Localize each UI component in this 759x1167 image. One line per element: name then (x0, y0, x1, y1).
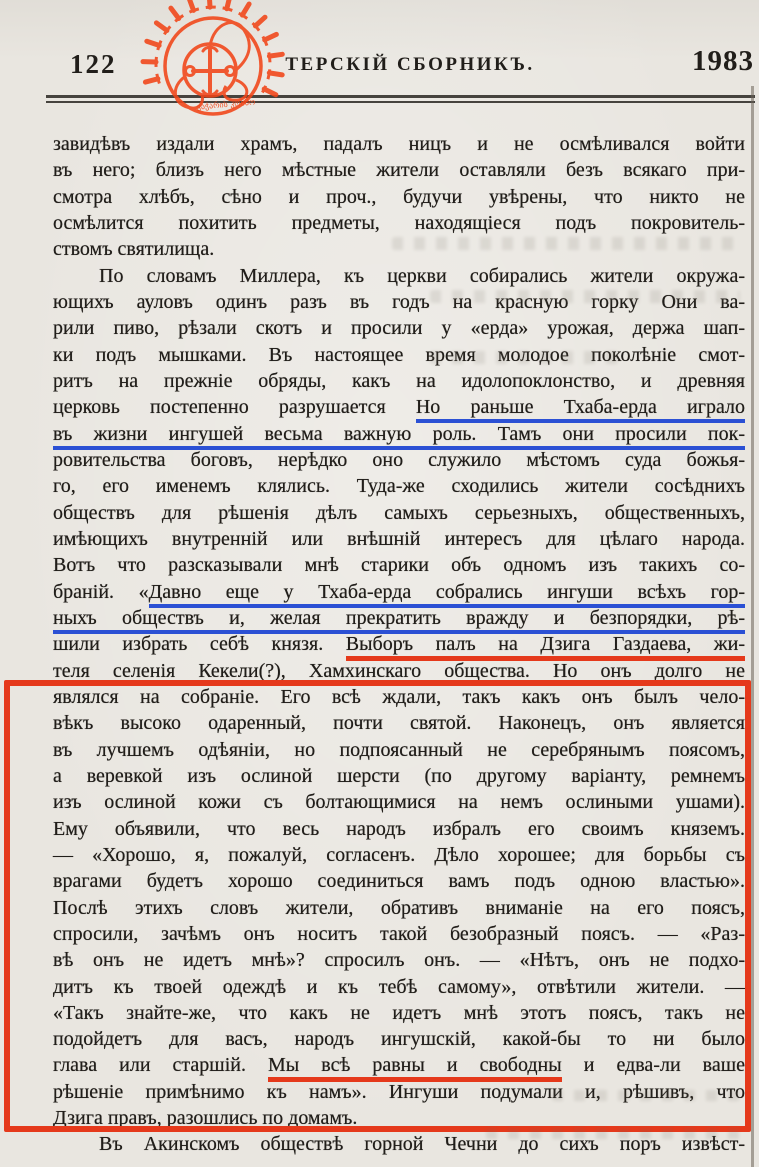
stamp-inner-circle (184, 44, 236, 96)
catalog-number: 1983 (692, 45, 754, 77)
text-segment: осмѣлится похитить предметы, находящіеся подъ покровитель- (53, 211, 745, 234)
text-line (53, 789, 745, 815)
text-segment: го, его именемъ клялись. Туда-же сходились жители сосѣднихъ (53, 475, 745, 498)
text-segment: завидѣвъ издали храмъ, падалъ ницъ и не осмѣливался войти (53, 133, 745, 155)
text-line (53, 816, 745, 842)
text-line (53, 737, 745, 763)
text-line (53, 658, 745, 684)
text-line (53, 974, 745, 1000)
text-segment: глава или старшій. (53, 1054, 268, 1077)
text-segment: По словамъ Миллера, къ церкви собирались жители окружа- (99, 264, 745, 287)
text-segment: и едва-ли ваше (561, 1054, 746, 1077)
text-line (53, 184, 745, 210)
text-segment: браній. « (53, 580, 149, 603)
text-line (53, 368, 745, 394)
text-line (53, 236, 745, 262)
library-stamp-icon (140, 0, 300, 146)
text-segment: теля селенія Кекели(?), Хамхинскаго общества. Но онъ долго не (53, 659, 745, 682)
highlighted-text: ныхъ обществъ и, желая прекратить вражду и безпорядки, рѣ- (53, 607, 745, 634)
text-segment: Вотъ что разсказывали мнѣ старики объ одномъ изъ такихъ со- (53, 554, 745, 577)
text-segment: являлся на собраніе. Его всѣ ждали, такъ какъ онъ былъ чело- (53, 685, 745, 708)
text-segment: дитъ къ твоей одеждѣ и къ тебѣ самому», отвѣтили жители. — (53, 975, 745, 998)
text-line (53, 552, 745, 578)
text-line (53, 842, 745, 868)
text-segment: спросили, зачѣмъ онъ носитъ такой безобразный поясъ. — «Раз- (53, 922, 745, 945)
text-line (53, 289, 745, 315)
text-line (53, 473, 745, 499)
text-line (53, 631, 745, 657)
text-segment: Въ Акинскомъ обществѣ горной Чечни до сихъ поръ извѣст- (99, 1133, 745, 1156)
text-line (53, 1026, 745, 1052)
text-line (53, 947, 745, 973)
text-line (53, 394, 745, 420)
stamp-rays (143, 0, 282, 95)
text-segment: ющихъ ауловъ одинъ разъ въ годъ на красную горку Они ва- (53, 290, 745, 313)
stamp-caption: ვაჭარის კოსმო (196, 97, 256, 112)
text-line (53, 315, 745, 341)
page-edge-line (751, 86, 754, 1167)
text-line (53, 342, 745, 368)
highlighted-text: въ жизни ингушей весьма важную роль. Тамъ они просили пок- (53, 423, 745, 450)
text-segment: а веревкой изъ ослиной шерсти (по другому варіанту, ремнемъ (53, 764, 745, 787)
text-line (53, 263, 745, 289)
text-segment: въ лучшемъ одѣяніи, но подпоясанный не серебрянымъ поясомъ, (53, 738, 745, 761)
text-segment: рили пиво, рѣзали скотъ и просили у «ерда» урожая, держа шап- (53, 317, 745, 340)
text-segment: ствомъ святилища. (53, 238, 215, 261)
text-line (53, 579, 745, 605)
text-segment: врагами будетъ хорошо соединиться вамъ подъ одною властью». (53, 870, 745, 893)
text-segment: — «Хорошо, я, пожалуй, согласенъ. Дѣло хорошее; для борьбы съ (53, 843, 745, 866)
text-line (53, 526, 745, 552)
header-rule (46, 95, 755, 103)
stamp-dashed-arc (156, 7, 270, 92)
text-segment: рѣшеніе примѣнимо къ намъ». Ингуши подумали и, рѣшивъ, что (53, 1080, 745, 1103)
text-line (53, 895, 745, 921)
text-segment: ки подъ мышками. Въ настоящее время молодое поколѣніе смот- (53, 343, 745, 366)
text-line (53, 1105, 745, 1131)
text-line (53, 921, 745, 947)
text-line (53, 1079, 745, 1105)
body-text (53, 131, 745, 1158)
text-line (53, 1000, 745, 1026)
text-line (53, 157, 745, 183)
text-segment: Ему объявили, что весь народъ избралъ его своимъ княземъ. (53, 817, 745, 840)
text-segment: обществъ для рѣшенія дѣлъ самыхъ серьезныхъ, общественныхъ, (53, 501, 745, 524)
text-line (53, 421, 745, 447)
text-line (53, 500, 745, 526)
text-segment: «Такъ знайте-же, что какъ не идетъ мнѣ этотъ поясъ, такъ не (53, 1001, 745, 1024)
text-segment: вѣкъ высоко одаренный, почти святой. Наконецъ, онъ является (53, 712, 745, 735)
text-segment: ритъ на прежніе обряды, какъ на идолопоклонство, и древняя (53, 369, 745, 392)
highlighted-text: Мы всѣ равны и свободны (268, 1054, 562, 1082)
text-line (53, 710, 745, 736)
text-segment: Послѣ этихъ словъ жители, обративъ вниманіе на его поясъ, (53, 896, 745, 919)
text-segment: въ него; близъ него мѣстные жители оставляли безъ всякаго при- (53, 159, 745, 182)
text-segment: подойдетъ для васъ, народъ ингушскій, какой-бы то ни было (53, 1028, 745, 1051)
text-line (53, 1131, 745, 1157)
text-line (53, 1052, 745, 1078)
text-line (53, 210, 745, 236)
text-segment: церковь постепенно разрушается (53, 396, 416, 419)
text-line (53, 131, 745, 157)
text-segment: Дзига правъ, разошлись по домамъ. (53, 1107, 358, 1130)
stamp-cross-icon (186, 47, 235, 95)
page-number: 122 (70, 49, 117, 79)
text-segment: шили избрать себѣ князя. (53, 633, 346, 656)
text-line (53, 868, 745, 894)
highlighted-text: Но раньше Тхаба-ерда играло (416, 396, 745, 423)
text-segment: имѣющихъ внутренній или внѣшній интересъ для цѣлаго народа. (53, 527, 745, 550)
text-segment: ровительства боговъ, нерѣдко оно служило мѣстомъ суда божья- (53, 448, 745, 471)
text-segment: вѣ онъ не идетъ мнѣ»? спросилъ онъ. — «Нѣтъ, онъ не подхо- (53, 949, 745, 972)
journal-title: ТЕРСКІЙ СБОРНИКЪ. (285, 54, 535, 75)
text-segment: смотра хлѣбъ, сѣно и проч., будучи увѣрены, что никто не (53, 185, 745, 208)
text-segment: изъ ослиной кожи съ болтающимися на немъ ослиными ушами). (53, 791, 745, 814)
text-line (53, 763, 745, 789)
text-line (53, 684, 745, 710)
text-line (53, 605, 745, 631)
text-line (53, 447, 745, 473)
highlighted-text: Давно еще у Тхаба-ерда собрались ингуши всѣхъ гор- (149, 581, 745, 608)
highlighted-text: Выборъ палъ на Дзига Газдаева, жи- (346, 633, 745, 661)
